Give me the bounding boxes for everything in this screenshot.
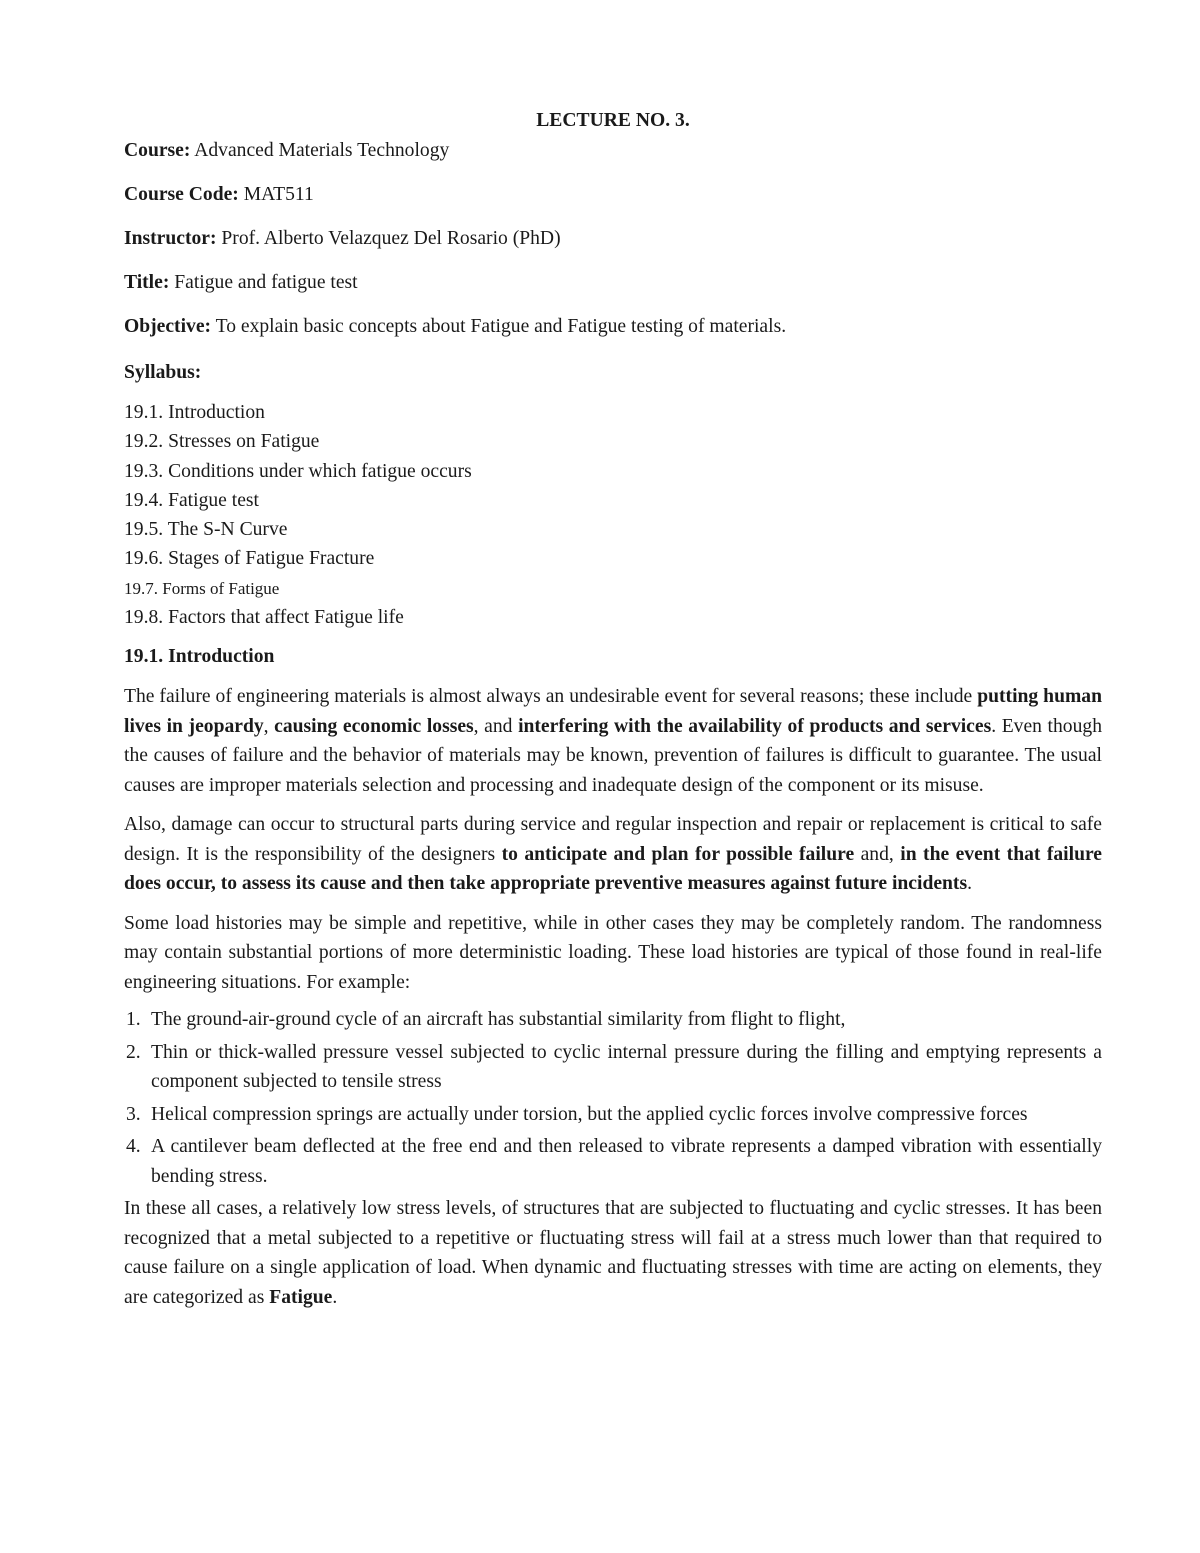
syllabus-item: 19.4. Fatigue test <box>124 489 259 511</box>
bold-run: to anticipate and plan for possible failure <box>501 843 855 865</box>
bold-run: interfering with the availability of products and services <box>518 715 992 737</box>
course-line <box>124 136 1102 166</box>
example-text: Thin or thick-walled pressure vessel subjected to cyclic internal pressure during the filling and emptying represents a component subjected to tensile stress <box>151 1041 1102 1093</box>
syllabus-item: 19.3. Conditions under which fatigue occurs <box>124 460 472 482</box>
syllabus-list <box>124 398 1102 632</box>
instructor-label: Instructor: <box>124 228 217 249</box>
document-page <box>124 106 1102 1312</box>
text-run: . <box>967 873 972 895</box>
course-code-label: Course Code: <box>124 184 239 205</box>
bold-run: putting human lives in jeopardy <box>124 686 1102 737</box>
instructor-value: Prof. Alberto Velazquez Del Rosario (PhD) <box>216 228 561 249</box>
instructor-line <box>124 224 1102 254</box>
text-run: , <box>263 715 275 737</box>
text-run: The failure of engineering materials is almost always an undesirable event for several reasons; these include <box>124 686 978 708</box>
objective-value: To explain basic concepts about Fatigue and Fatigue testing of materials. <box>211 316 787 337</box>
text-run: and, <box>854 843 901 865</box>
objective-line <box>124 312 1102 342</box>
syllabus-item: 19.7. Forms of Fatigue <box>124 578 280 598</box>
intro-paragraph-4 <box>124 1194 1102 1312</box>
syllabus-item: 19.6. Stages of Fatigue Fracture <box>124 548 375 570</box>
example-text: Helical compression springs are actually under torsion, but the applied cyclic forces involve compressive forces <box>151 1103 1028 1125</box>
example-number: 4. <box>126 1136 141 1158</box>
example-number: 3. <box>126 1103 141 1125</box>
text-run: . Even though the causes of failure and the behavior of materials may be known, prevention of failures is difficult to guarantee. The usual causes are improper materials selection and processing and inadequate design of the component or its misuse. <box>124 715 1102 796</box>
syllabus-item: 19.5. The S-N Curve <box>124 519 288 541</box>
text-run: , and <box>473 715 519 737</box>
example-text: The ground-air-ground cycle of an aircraft has substantial similarity from flight to flight, <box>151 1009 846 1031</box>
intro-paragraph-3: Some load histories may be simple and repetitive, while in other cases they may be completely random. The randomness may contain substantial portions of more deterministic loading. These load histories are typical of those found in real-life engineering situations. For example: <box>124 912 1102 993</box>
example-item <box>124 1100 1102 1130</box>
syllabus-item: 19.8. Factors that affect Fatigue life <box>124 607 404 629</box>
syllabus-heading: Syllabus: <box>124 362 202 383</box>
examples-list <box>124 1005 1102 1191</box>
bold-run: causing economic losses <box>274 715 474 737</box>
syllabus-item: 19.1. Introduction <box>124 402 265 423</box>
example-number: 1. <box>126 1009 141 1031</box>
text-run: Also, damage can occur to structural parts during service and regular inspection and repair or replacement is critical to safe design. It is the responsibility of the designers <box>124 814 1102 865</box>
example-text: A cantilever beam deflected at the free end and then released to vibrate represents a damped vibration with essentially bending stress. <box>151 1136 1102 1187</box>
title-line <box>124 268 1102 298</box>
intro-paragraph-1 <box>124 682 1102 800</box>
syllabus-item: 19.2. Stresses on Fatigue <box>124 431 320 453</box>
title-label: Title: <box>124 272 170 293</box>
section-heading: 19.1. Introduction <box>124 646 275 668</box>
course-code-line <box>124 180 1102 210</box>
course-value: Advanced Materials Technology <box>190 140 450 161</box>
example-item <box>124 1038 1102 1097</box>
example-number: 2. <box>126 1041 141 1063</box>
course-label: Course: <box>124 140 191 161</box>
intro-paragraph-2 <box>124 810 1102 899</box>
title-value: Fatigue and fatigue test <box>169 272 358 293</box>
text-run: . <box>332 1286 338 1308</box>
course-code-value: MAT511 <box>238 184 314 205</box>
page-title: LECTURE NO. 3. <box>536 110 690 131</box>
example-item <box>124 1005 1102 1035</box>
objective-label: Objective: <box>124 316 212 337</box>
bold-run: Fatigue <box>269 1286 333 1308</box>
example-item <box>124 1132 1102 1191</box>
bold-run: in the event that failure does occur, to assess its cause and then take appropriate preventive measures against future incidents <box>124 843 1103 895</box>
text-run: In these all cases, a relatively low stress levels, of structures that are subjected to fluctuating and cyclic stresses. It has been recognized that a metal subjected to a repetitive or fluctuating stress will fail at a stress much lower than that required to cause failure on a single application of load. When dynamic and fluctuating stresses with time are acting on elements, they are categorized as <box>124 1198 1102 1308</box>
